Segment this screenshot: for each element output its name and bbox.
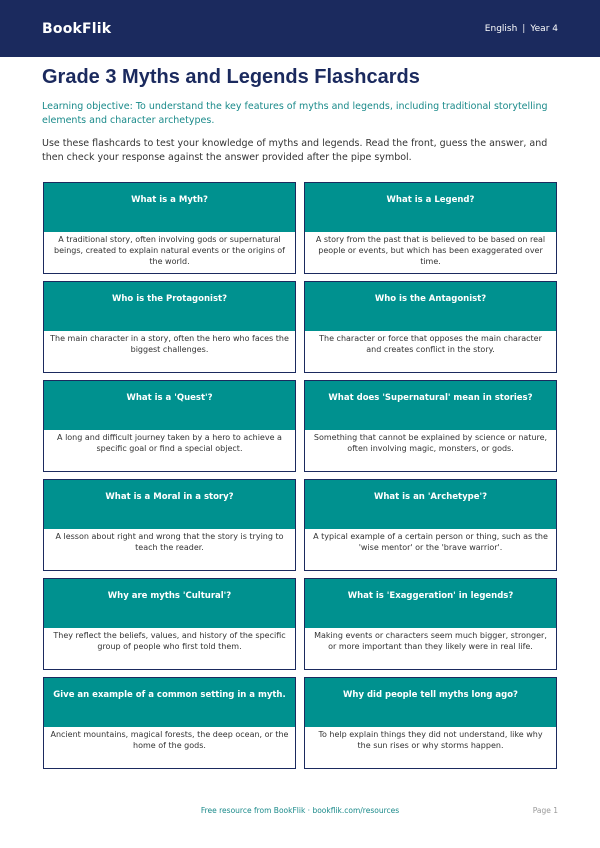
subject-label: English (484, 23, 518, 34)
page-footer (0, 806, 600, 820)
flashcard-question: What is an 'Archetype'? (373, 492, 488, 502)
flashcard-back (305, 232, 556, 273)
flashcard-back (305, 430, 556, 471)
flashcard-question: Who is the Protagonist? (112, 294, 227, 304)
flashcard-back (44, 727, 295, 768)
flashcard-front (305, 678, 556, 727)
flashcard-answer: The character or force that opposes the main character and creates conflict in the story. (319, 334, 542, 354)
flashcard-back (305, 727, 556, 768)
flashcard[interactable] (43, 578, 296, 670)
flashcard[interactable] (304, 182, 557, 274)
flashcard-question: What is a Myth? (131, 195, 208, 205)
flashcard-back (44, 430, 295, 471)
flashcard-answer: They reflect the beliefs, values, and history of the specific group of people who first told them. (53, 631, 286, 651)
flashcard-answer: A lesson about right and wrong that the story is trying to teach the reader. (55, 532, 284, 552)
flashcard-question: Give an example of a common setting in a myth. (53, 690, 286, 700)
flashcard-question: What is a Moral in a story? (105, 492, 234, 502)
flashcard-question: What is a Legend? (386, 195, 475, 205)
flashcard-answer: The main character in a story, often the hero who faces the biggest challenges. (50, 334, 289, 354)
flashcard[interactable] (304, 479, 557, 571)
flashcard-back (305, 331, 556, 372)
flashcard[interactable] (43, 182, 296, 274)
flashcard-front (305, 480, 556, 529)
flashcard-back (44, 232, 295, 273)
flashcard-answer: A typical example of a certain person or thing, such as the 'wise mentor' or the 'brave warrior'. (313, 532, 548, 552)
flashcard-front (44, 381, 295, 430)
top-bar (0, 0, 600, 57)
flashcard-front (44, 579, 295, 628)
flashcard[interactable] (43, 479, 296, 571)
flashcard-answer: Making events or characters seem much bigger, stronger, or more important than they likely were in real life. (314, 631, 547, 651)
flashcard[interactable] (304, 677, 557, 769)
flashcard-answer: A long and difficult journey taken by a hero to achieve a specific goal or find a special object. (57, 433, 282, 453)
flashcard[interactable] (43, 677, 296, 769)
flashcard-grid (43, 182, 557, 769)
flashcard[interactable] (304, 578, 557, 670)
flashcard-question: What is a 'Quest'? (126, 393, 213, 403)
page-title: Grade 3 Myths and Legends Flashcards (42, 66, 420, 88)
flashcard-answer: Ancient mountains, magical forests, the deep ocean, or the home of the gods. (50, 730, 289, 750)
header-meta (485, 24, 558, 34)
flashcard-back (305, 529, 556, 570)
flashcard-answer: Something that cannot be explained by science or nature, often involving magic, monsters, or gods. (313, 433, 548, 453)
flashcard-question: Who is the Antagonist? (374, 294, 487, 304)
flashcard-answer: A traditional story, often involving gods or supernatural beings, created to explain natural events or the origins of the world. (54, 235, 285, 266)
intro-text: Use these flashcards to test your knowledge of myths and legends. Read the front, guess the answer, and then check your response against the answer provided after the pipe symbol. (42, 138, 548, 163)
flashcard-front (305, 183, 556, 232)
flashcard-front (305, 282, 556, 331)
flashcard-back (44, 628, 295, 669)
flashcard-front (305, 381, 556, 430)
brand-logo[interactable]: BookFlik (42, 20, 112, 37)
flashcard-front (44, 183, 295, 232)
year-label: Year 4 (530, 23, 558, 34)
meta-separator: | (522, 23, 526, 34)
learning-objective: Learning objective: To understand the key features of myths and legends, including traditional storytelling elements and character archetypes. (42, 101, 548, 126)
flashcard-back (305, 628, 556, 669)
flashcard-question: Why are myths 'Cultural'? (107, 591, 232, 601)
flashcard-question: What does 'Supernatural' mean in stories? (328, 393, 533, 403)
flashcard-answer: To help explain things they did not understand, like why the sun rises or why storms happen. (318, 730, 543, 750)
flashcard-question: Why did people tell myths long ago? (343, 690, 518, 700)
flashcard-front (44, 282, 295, 331)
flashcard-front (44, 678, 295, 727)
page-number: Page 1 (532, 806, 558, 815)
flashcard-back (44, 331, 295, 372)
flashcard[interactable] (304, 380, 557, 472)
flashcard[interactable] (304, 281, 557, 373)
footer-resource-link[interactable]: Free resource from BookFlik · bookflik.com/resources (200, 806, 400, 815)
flashcard-question: What is 'Exaggeration' in legends? (347, 591, 514, 601)
flashcard-front (305, 579, 556, 628)
flashcard-answer: A story from the past that is believed to be based on real people or events, but which has been exaggerated over time. (315, 235, 546, 266)
flashcard-back (44, 529, 295, 570)
flashcard[interactable] (43, 380, 296, 472)
flashcard-front (44, 480, 295, 529)
flashcard[interactable] (43, 281, 296, 373)
